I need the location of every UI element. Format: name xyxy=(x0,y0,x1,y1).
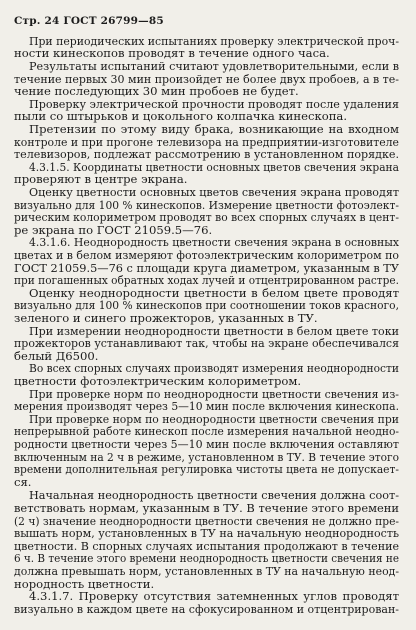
text-line: контроле и при прогоне телевизора на предприятии-изготовителе xyxy=(14,135,399,149)
page-header: Стр. 24 ГОСТ 26799—85 xyxy=(14,15,164,27)
text-line: цветности фотоэлектрическим колориметром. xyxy=(14,374,302,388)
text-line: рическим колориметром проводят во всех спорных случаях в цент- xyxy=(14,210,399,224)
text-line: Результаты испытаний считают удовлетворительными, если в xyxy=(29,59,399,73)
text-line: непрерывной работе кинескоп после измерения начальной неодно- xyxy=(14,424,399,438)
text-line: 4.3.1.5. Координаты цветности основных цветов свечения экрана xyxy=(29,160,399,174)
text-line: чение последующих 30 мин пробоев не будет. xyxy=(14,84,299,98)
text-line: При измерении неоднородности цветности в белом цвете токи xyxy=(29,324,399,338)
text-line: Претензии по этому виду брака, возникающие на входном xyxy=(29,122,399,136)
text-line: должна превышать норм, установленных в ТУ на начальную неод- xyxy=(14,564,399,578)
text-line: включенным на 2 ч в режиме, установленном в ТУ. В течение этого xyxy=(14,450,399,464)
text-line: ГОСТ 21059.5—76 с площади круга диаметром, указанным в ТУ xyxy=(14,261,399,275)
text-line: при погашенных обратных ходах лучей и отцентрированном растре. xyxy=(14,273,399,287)
text-line: проверяют в центре экрана. xyxy=(14,172,188,186)
text-line: зеленого и синего прожекторов, указанных в ТУ. xyxy=(14,311,318,325)
text-line: Оценку цветности основных цветов свечения экрана проводят xyxy=(29,185,399,199)
text-line: Начальная неоднородность цветности свечения должна соот- xyxy=(29,488,399,502)
text-line: ветствовать нормам, указанным в ТУ. В течение этого времени xyxy=(14,501,399,515)
text-line: нородность цветности. xyxy=(14,577,155,591)
text-line: родности цветности через 5—10 мин после включения оставляют xyxy=(14,437,399,451)
text-line: При проверке норм по неоднородности цветности свечения из- xyxy=(29,387,399,401)
text-line: 6 ч. В течение этого времени неоднородность цветности свечения не xyxy=(14,551,399,565)
text-line: течение первых 30 мин произойдет не более двух пробоев, а в те- xyxy=(14,72,399,86)
text-line: мерения производят через 5—10 мин после включения кинескопа. xyxy=(14,399,399,413)
text-line: прожекторов устанавливают так, чтобы на экране обеспечивался xyxy=(14,336,399,350)
text-line: Проверку электрической прочности проводят после удаления xyxy=(29,97,399,111)
text-line: Во всех спорных случаях производят измерения неоднородности xyxy=(29,361,399,375)
text-line: вышать норм, установленных в ТУ на начальную неоднородность xyxy=(14,526,399,540)
text-line: белый Д6500. xyxy=(14,349,99,363)
text-line: 4.3.1.7. Проверку отсутствия затемненных углов проводят xyxy=(29,589,399,603)
text-line: ности кинескопов проводят в течение одного часа. xyxy=(14,46,330,60)
text-line: ся. xyxy=(14,475,32,489)
text-line: При проверке норм по неоднородности цветности свечения при xyxy=(29,412,399,426)
text-line: цветах и в белом измеряют фотоэлектрическим колориметром по xyxy=(14,248,399,262)
text-line: Оценку неоднородности цветности в белом цвете проводят xyxy=(29,286,399,300)
text-line: (2 ч) значение неоднородности цветности свечения не должно пре- xyxy=(14,514,399,528)
text-line: пыли со штырьков и цокольного колпачка кинескопа. xyxy=(14,109,348,123)
text-line: При периодических испытаниях проверку электрической проч- xyxy=(29,34,399,48)
text-line: цветности. В спорных случаях испытания продолжают в течение xyxy=(14,539,399,553)
text-line: ре экрана по ГОСТ 21059.5—76. xyxy=(14,223,213,237)
text-line: времени дополнительная регулировка чистоты цвета не допускает- xyxy=(14,462,399,476)
text-line: визуально для 100 % кинескопов при соотношении токов красного, xyxy=(14,298,399,312)
text-line: 4.3.1.6. Неоднородность цветности свечения экрана в основных xyxy=(29,235,399,249)
text-line: визуально для 100 % кинескопов. Измерение цветности фотоэлект- xyxy=(14,198,399,212)
text-line: телевизоров, подлежат рассмотрению в установленном порядке. xyxy=(14,147,399,161)
text-line: визуально в каждом цвете на сфокусированном и отцентрирован- xyxy=(14,602,399,616)
